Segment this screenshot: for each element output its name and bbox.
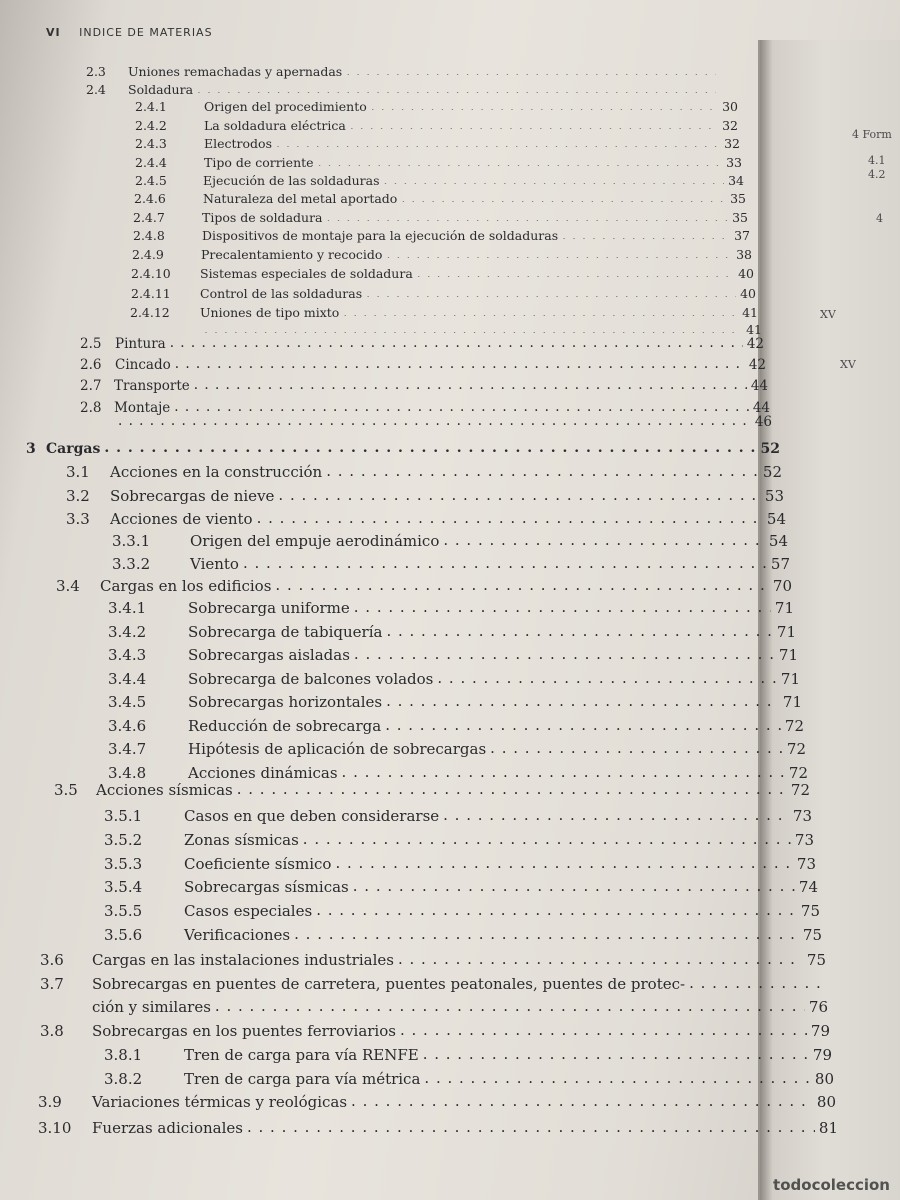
toc-entry-number: 3.4.8 [108, 764, 147, 782]
toc-entry [104, 1070, 834, 1088]
toc-entry-title: ción y similares [92, 998, 211, 1016]
toc-entry-page: 41 [742, 305, 758, 320]
toc-entry-number: 3.5.4 [104, 878, 143, 896]
dot-leader [294, 925, 799, 939]
dot-leader [351, 1092, 813, 1106]
toc-entry-number: 3.2 [66, 487, 90, 505]
toc-entry-title: Cargas en las instalaciones industriales [92, 951, 394, 969]
toc-entry-title: Reducción de sobrecarga [188, 717, 382, 735]
toc-entry-number: 3.8 [40, 1022, 64, 1040]
toc-entry-title: Hipótesis de aplicación de sobrecargas [188, 740, 487, 758]
toc-entry-page: 54 [768, 532, 788, 550]
dot-leader [278, 486, 760, 500]
dot-leader [366, 286, 736, 297]
toc-entry-title: Zonas sísmicas [184, 831, 299, 849]
dot-leader [326, 462, 759, 476]
dot-leader [343, 305, 738, 316]
toc-entry-title: Acciones dinámicas [188, 764, 338, 782]
toc-entry-page: 35 [730, 191, 746, 206]
toc-entry-number: 2.4.7 [133, 210, 165, 225]
toc-entry [56, 577, 792, 595]
toc-entry [80, 414, 772, 430]
toc-entry-number: 3.8.2 [104, 1070, 143, 1088]
toc-entry-title: Ejecución de las soldaduras [203, 173, 380, 188]
toc-entry [104, 1046, 832, 1064]
toc-entry-title: Cincado [115, 357, 171, 373]
toc-entry [104, 878, 818, 896]
dot-leader [335, 854, 792, 868]
toc-entry-page: 75 [806, 951, 826, 969]
toc-entry [40, 998, 828, 1016]
toc-entry-number: 3.8.1 [104, 1046, 143, 1064]
toc-entry-title: Naturaleza del metal aportado [203, 191, 398, 206]
toc-entry-title: Tipos de soldadura [202, 210, 323, 225]
toc-entry [66, 463, 782, 481]
dot-leader [346, 64, 716, 75]
toc-entry [104, 926, 822, 944]
toc-entry [133, 228, 750, 243]
toc-entry-number: 3.1 [66, 463, 90, 481]
dot-leader [384, 173, 725, 184]
toc-entry-title: Precalentamiento y recocido [201, 247, 383, 262]
toc-entry-page: 73 [792, 807, 812, 825]
toc-entry [66, 487, 784, 505]
dot-leader [104, 440, 756, 453]
toc-entry-page: 44 [750, 378, 768, 394]
toc-entry-page: 54 [766, 510, 786, 528]
running-title: INDICE DE MATERIAS [79, 26, 213, 39]
facing-page-fragment: XV [840, 358, 856, 371]
dot-leader [350, 118, 718, 129]
toc-entry-title: Sobrecarga uniforme [188, 599, 350, 617]
toc-entry-number: 3.5.5 [104, 902, 143, 920]
dot-leader [490, 739, 783, 753]
toc-entry-page: 71 [774, 599, 794, 617]
dot-leader [194, 377, 747, 389]
dot-leader [386, 622, 772, 636]
toc-entry-page: 72 [784, 717, 804, 735]
toc-entry-page: 79 [810, 1022, 830, 1040]
toc-entry-page: 34 [728, 173, 744, 188]
toc-entry-number: 2.4.8 [133, 228, 165, 243]
toc-entry [80, 336, 764, 352]
toc-entry [38, 1093, 836, 1111]
facing-page-fragment: 4 Form [852, 128, 892, 141]
toc-entry-title: Origen del empuje aerodinámico [190, 532, 440, 550]
toc-entry-title: Acciones en la construcción [110, 463, 323, 481]
toc-entry-page: 33 [726, 155, 742, 170]
toc-entry [38, 1119, 838, 1137]
toc-entry [135, 173, 744, 188]
toc-entry [104, 855, 816, 873]
dot-leader [318, 155, 723, 166]
dot-leader [385, 716, 781, 730]
toc-entry [104, 831, 814, 849]
toc-entry-page: 71 [778, 646, 798, 664]
toc-entry-page: 40 [738, 266, 754, 281]
toc-entry-number: 3.10 [38, 1119, 72, 1137]
dot-leader [423, 1045, 809, 1059]
toc-entry-page: 79 [812, 1046, 832, 1064]
dot-leader [401, 191, 726, 202]
dot-leader [276, 136, 720, 147]
toc-entry-number: 2.7 [80, 378, 102, 394]
toc-entry-number: 2.3 [86, 64, 106, 79]
toc-entry-title: Variaciones térmicas y reológicas [92, 1093, 348, 1111]
toc-entry-page: 72 [790, 781, 810, 799]
toc-entry-title: Sobrecargas sísmicas [184, 878, 349, 896]
toc-entry-number: 2.4.12 [130, 305, 170, 320]
toc-entry-page: 52 [760, 441, 780, 457]
toc-entry-title: Tren de carga para vía RENFE [184, 1046, 419, 1064]
toc-entry-page: 32 [724, 136, 740, 151]
toc-entry-page: 38 [736, 247, 752, 262]
toc-entry-number: 2.4.11 [131, 286, 171, 301]
dot-leader [400, 1021, 807, 1035]
toc-entry-title: Sistemas especiales de soldadura [200, 266, 413, 281]
toc-entry-page: 80 [814, 1070, 834, 1088]
toc-entry-number: 2.4.6 [134, 191, 166, 206]
toc-entry-number: 2.4.2 [135, 118, 167, 133]
toc-entry-number: 3.5.3 [104, 855, 143, 873]
toc-entry-number: 2.4.5 [135, 173, 167, 188]
toc-entry-title: Sobrecarga de tabiquería [188, 623, 383, 641]
dot-leader [275, 576, 768, 590]
toc-entry-number: 3.4.7 [108, 740, 147, 758]
toc-entry-number: 2.4.9 [132, 247, 164, 262]
dot-leader [257, 509, 763, 523]
toc-entry [26, 441, 780, 457]
toc-entry-page: 30 [722, 99, 738, 114]
dot-leader [247, 1118, 815, 1132]
toc-entry-page: 46 [754, 414, 772, 430]
toc-entry-title: Casos en que deben considerarse [184, 807, 440, 825]
toc-entry [108, 717, 804, 735]
toc-entry-title: Tren de carga para vía métrica [184, 1070, 421, 1088]
toc-entry [135, 155, 742, 170]
toc-entry-title: Cargas [46, 441, 101, 457]
toc-entry [112, 532, 788, 550]
toc-entry-page: 72 [786, 740, 806, 758]
toc-entry-page: 37 [734, 228, 750, 243]
toc-entry-number: 3.4.3 [108, 646, 147, 664]
dot-leader [170, 335, 743, 347]
watermark: todocoleccion [773, 1176, 890, 1194]
toc-entry-page: 76 [808, 998, 828, 1016]
toc-entry-page: 71 [782, 693, 802, 711]
toc-entry [108, 670, 800, 688]
toc-entry [132, 247, 752, 262]
toc-entry-title: Origen del procedimiento [204, 99, 367, 114]
dot-leader [689, 974, 822, 988]
toc-entry-number: 3.7 [40, 975, 64, 993]
toc-entry-number: 3.4 [56, 577, 80, 595]
toc-entry-number: 3.5.1 [104, 807, 143, 825]
toc-entry-title: Pintura [115, 336, 166, 352]
toc-entry-title: Viento [190, 555, 239, 573]
dot-leader [243, 554, 767, 568]
facing-page-fragment: 4.1 [868, 154, 886, 167]
toc-entry-number: 3 [26, 441, 36, 457]
toc-entry [40, 1022, 830, 1040]
toc-entry-number: 3.4.2 [108, 623, 147, 641]
dot-leader [303, 830, 791, 844]
page-number: VI [46, 26, 61, 39]
toc-entry-number: 2.4.4 [135, 155, 167, 170]
dot-leader [354, 645, 775, 659]
toc-entry-number: 3.4.5 [108, 693, 147, 711]
dot-leader [424, 1069, 811, 1083]
dot-leader [417, 266, 734, 277]
toc-entry [104, 807, 812, 825]
toc-entry-page: 44 [752, 400, 770, 416]
toc-entry-title: Acciones de viento [110, 510, 253, 528]
toc-entry-number: 3.6 [40, 951, 64, 969]
toc-entry [66, 510, 786, 528]
toc-entry-page: 70 [772, 577, 792, 595]
toc-entry [80, 357, 766, 373]
toc-entry-number: 3.3.1 [112, 532, 151, 550]
toc-entry [135, 136, 740, 151]
toc-entry-title: Casos especiales [184, 902, 313, 920]
toc-entry [108, 599, 794, 617]
toc-entry-page: 72 [788, 764, 808, 782]
dot-leader [215, 997, 805, 1011]
toc-entry-page: 73 [794, 831, 814, 849]
toc-entry-title: Control de las soldaduras [200, 286, 363, 301]
dot-leader [437, 669, 777, 683]
toc-entry-page: 41 [746, 322, 762, 337]
toc-entry-number: 3.4.1 [108, 599, 147, 617]
toc-entry-number: 2.8 [80, 400, 102, 416]
toc-entry [86, 82, 720, 97]
toc-entry [104, 902, 820, 920]
toc-entry [131, 266, 754, 281]
toc-entry-page: 71 [780, 670, 800, 688]
toc-entry [40, 951, 826, 969]
dot-leader [386, 692, 779, 706]
toc-entry-title: Tipo de corriente [204, 155, 314, 170]
toc-entry [108, 623, 796, 641]
toc-entry-number: 2.4.1 [135, 99, 167, 114]
toc-entry-title: Sobrecargas en puentes de carretera, puentes peatonales, puentes de protec- [92, 975, 686, 993]
dot-leader [443, 531, 765, 545]
dot-leader [237, 780, 787, 794]
toc-entry-page: 42 [746, 336, 764, 352]
toc-entry-number: 3.9 [38, 1093, 62, 1111]
toc-entry-number: 3.5.2 [104, 831, 143, 849]
toc-entry [108, 646, 798, 664]
toc-entry-page: 80 [816, 1093, 836, 1111]
toc-entry-title: Verificaciones [184, 926, 291, 944]
toc-entry-number: 2.4.10 [131, 266, 171, 281]
toc-entry-page: 75 [802, 926, 822, 944]
toc-entry [86, 64, 720, 79]
toc-entry-page: 75 [800, 902, 820, 920]
facing-page-fragment: 4 [876, 212, 883, 225]
toc-entry-title: Cargas en los edificios [100, 577, 272, 595]
toc-entry-page: 53 [764, 487, 784, 505]
toc-entry-title: La soldadura eléctrica [204, 118, 346, 133]
toc-entry [135, 118, 738, 133]
toc-entry-number: 2.4.3 [135, 136, 167, 151]
toc-entry-title: Uniones remachadas y apernadas [128, 64, 343, 79]
toc-entry [80, 378, 768, 394]
toc-entry-number: 3.5.6 [104, 926, 143, 944]
dot-leader [443, 806, 789, 820]
toc-entry [108, 740, 806, 758]
toc-entry-title: Montaje [114, 400, 171, 416]
toc-entry-page: 52 [762, 463, 782, 481]
toc-entry-title: Fuerzas adicionales [92, 1119, 243, 1137]
toc-entry-page: 81 [818, 1119, 838, 1137]
dot-leader [353, 877, 795, 891]
dot-leader [342, 763, 785, 777]
dot-leader [386, 247, 732, 258]
dot-leader [197, 82, 716, 93]
toc-entry [133, 210, 748, 225]
dot-leader [354, 598, 771, 612]
toc-entry-page: 74 [798, 878, 818, 896]
toc-entry-page: 42 [748, 357, 766, 373]
toc-entry-title: Sobrecargas en los puentes ferroviarios [92, 1022, 396, 1040]
toc-entry-page: 35 [732, 210, 748, 225]
toc-entry [130, 305, 758, 320]
toc-entry-title: Uniones de tipo mixto [200, 305, 340, 320]
toc-entry [54, 781, 810, 799]
toc-entry-page: 71 [776, 623, 796, 641]
toc-entry-number: 3.4.4 [108, 670, 147, 688]
dot-leader [371, 99, 718, 110]
toc-entry [135, 99, 738, 114]
toc-entry-page: 40 [740, 286, 756, 301]
dot-leader [204, 322, 742, 333]
toc-entry-number: 3.3 [66, 510, 90, 528]
toc-entry-number: 3.5 [54, 781, 78, 799]
toc-entry [131, 286, 756, 301]
toc-entry-title: Transporte [114, 378, 190, 394]
toc-entry [134, 191, 746, 206]
dot-leader [316, 901, 797, 915]
running-header [46, 26, 213, 39]
dot-leader [174, 399, 749, 411]
toc-entry-page: 32 [722, 118, 738, 133]
facing-page-fragment: 4.2 [868, 168, 886, 181]
toc-entry-title: Sobrecargas aisladas [188, 646, 350, 664]
toc-entry-title: Soldadura [128, 82, 194, 97]
facing-page-fragment: XV [820, 308, 836, 321]
toc-entry-number: 2.4 [86, 82, 106, 97]
toc-entry [112, 555, 790, 573]
toc-entry-title: Acciones sísmicas [96, 781, 233, 799]
toc-entry-title: Sobrecarga de balcones volados [188, 670, 434, 688]
toc-entry-number: 3.4.6 [108, 717, 147, 735]
toc-entry-number: 2.5 [80, 336, 102, 352]
toc-entry-number: 3.3.2 [112, 555, 151, 573]
toc-entry [108, 693, 802, 711]
dot-leader [118, 413, 751, 425]
dot-leader [398, 950, 803, 964]
toc-entry [40, 975, 826, 993]
toc-entry-number: 2.6 [80, 357, 102, 373]
toc-entry-page: 57 [770, 555, 790, 573]
dot-leader [175, 356, 745, 368]
toc-entry-page: 73 [796, 855, 816, 873]
toc-entry-title: Electrodos [204, 136, 272, 151]
toc-entry-title: Sobrecargas de nieve [110, 487, 275, 505]
dot-leader [327, 210, 729, 221]
toc-entry-title: Coeficiente sísmico [184, 855, 332, 873]
toc-entry-title: Sobrecargas horizontales [188, 693, 383, 711]
toc-entry-title: Dispositivos de montaje para la ejecución de soldaduras [202, 228, 559, 243]
dot-leader [562, 228, 730, 239]
